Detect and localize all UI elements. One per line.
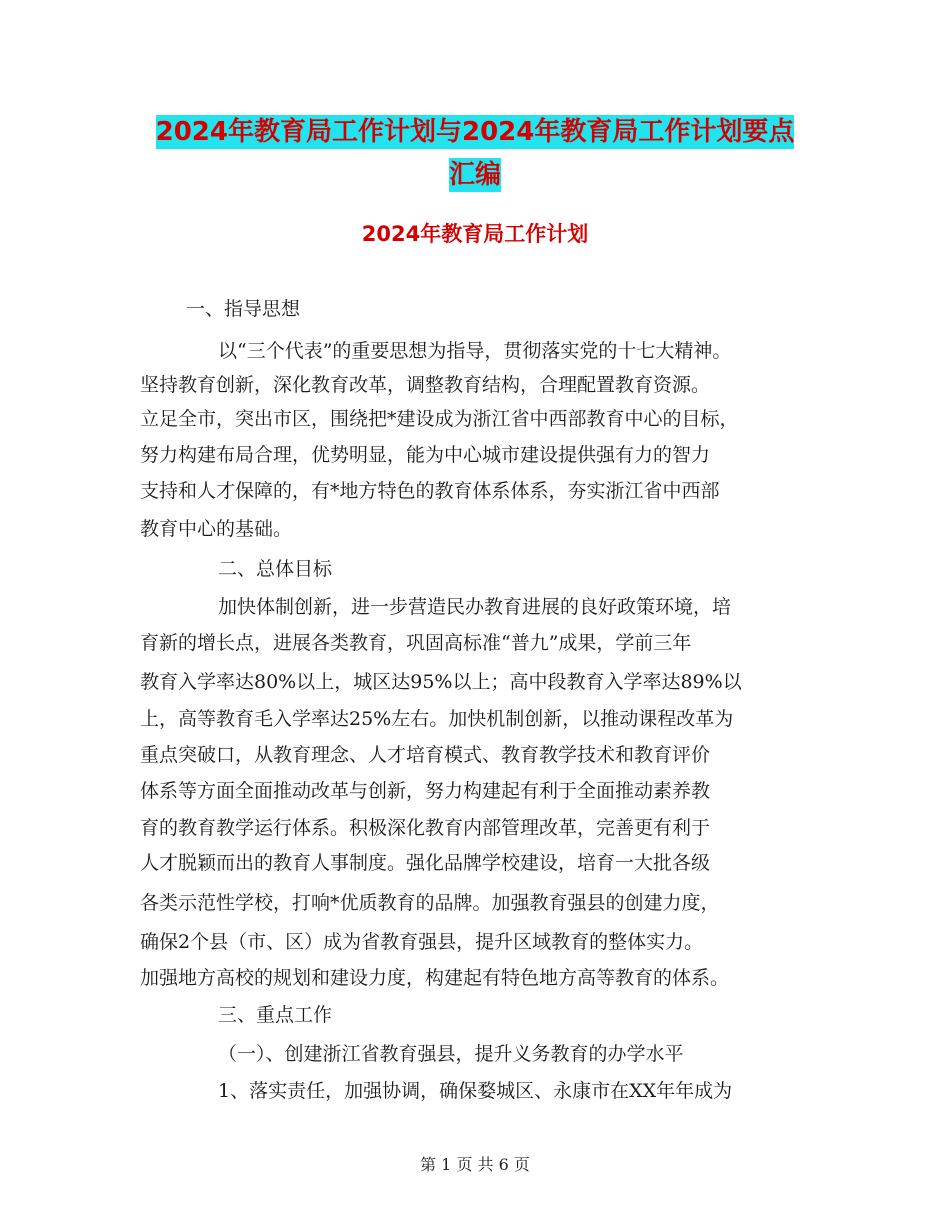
document-title-line-1	[0, 110, 950, 154]
heading-overall-goal: 二、总体目标	[218, 558, 333, 580]
paragraph-line: 教育入学率达80%以上，城区达95%以上；高中段教育入学率达89%以	[140, 671, 742, 693]
paragraph-line: 育的教育教学运行体系。积极深化教育内部管理改革，完善更有利于	[140, 817, 711, 839]
heading-key-work: 三、重点工作	[218, 1004, 333, 1026]
paragraph-line: 各类示范性学校，打响*优质教育的品牌。加强教育强县的创建力度，	[140, 892, 720, 914]
paragraph-line: 加快体制创新，进一步营造民办教育进展的良好政策环境，培	[218, 596, 732, 618]
paragraph-line: 体系等方面全面推动改革与创新，努力构建起有利于全面推动素养教	[140, 780, 711, 802]
paragraph-line: 育新的增长点，进展各类教育，巩固高标准“普九”成果，学前三年	[140, 632, 692, 654]
document-title-line-2	[0, 153, 950, 197]
title-highlight: 2024年教育局工作计划与2024年教育局工作计划要点	[155, 117, 795, 147]
heading-guiding-ideology: 一、指导思想	[186, 298, 301, 320]
subheading-item-1: （一）、创建浙江省教育强县，提升义务教育的办学水平	[218, 1043, 684, 1065]
paragraph-line: 支持和人才保障的，有*地方特色的教育体系体系，夯实浙江省中西部	[140, 480, 720, 502]
paragraph-line: 立足全市，突出市区，围绕把*建设成为浙江省中西部教育中心的目标，	[140, 408, 739, 430]
section-subtitle: 2024年教育局工作计划	[361, 222, 589, 246]
paragraph-line: 人才脱颖而出的教育人事制度。强化品牌学校建设，培育一大批各级	[140, 852, 711, 874]
paragraph-line: 重点突破口，从教育理念、人才培育模式、教育教学技术和教育评价	[140, 744, 711, 766]
paragraph-line: 以“三个代表”的重要思想为指导，贯彻落实党的十七大精神。	[218, 340, 732, 362]
paragraph-line: 坚持教育创新，深化教育改革，调整教育结构，合理配置教育资源。	[140, 374, 711, 396]
page-footer: 第 1 页 共 6 页	[420, 1155, 530, 1174]
paragraph-line: 上，高等教育毛入学率达25%左右。加快机制创新，以推动课程改革为	[140, 708, 734, 730]
paragraph-line: 1、落实责任，加强协调，确保婺城区、永康市在XX年年成为	[218, 1080, 733, 1102]
paragraph-line: 加强地方高校的规划和建设力度，构建起有特色地方高等教育的体系。	[140, 967, 730, 989]
paragraph-line: 努力构建布局合理，优势明显，能为中心城市建设提供强有力的智力	[140, 444, 711, 466]
paragraph-line: 确保2个县（市、区）成为省教育强县，提升区域教育的整体实力。	[140, 931, 704, 953]
paragraph-line: 教育中心的基础。	[140, 518, 293, 540]
title-highlight: 汇编	[448, 160, 501, 190]
